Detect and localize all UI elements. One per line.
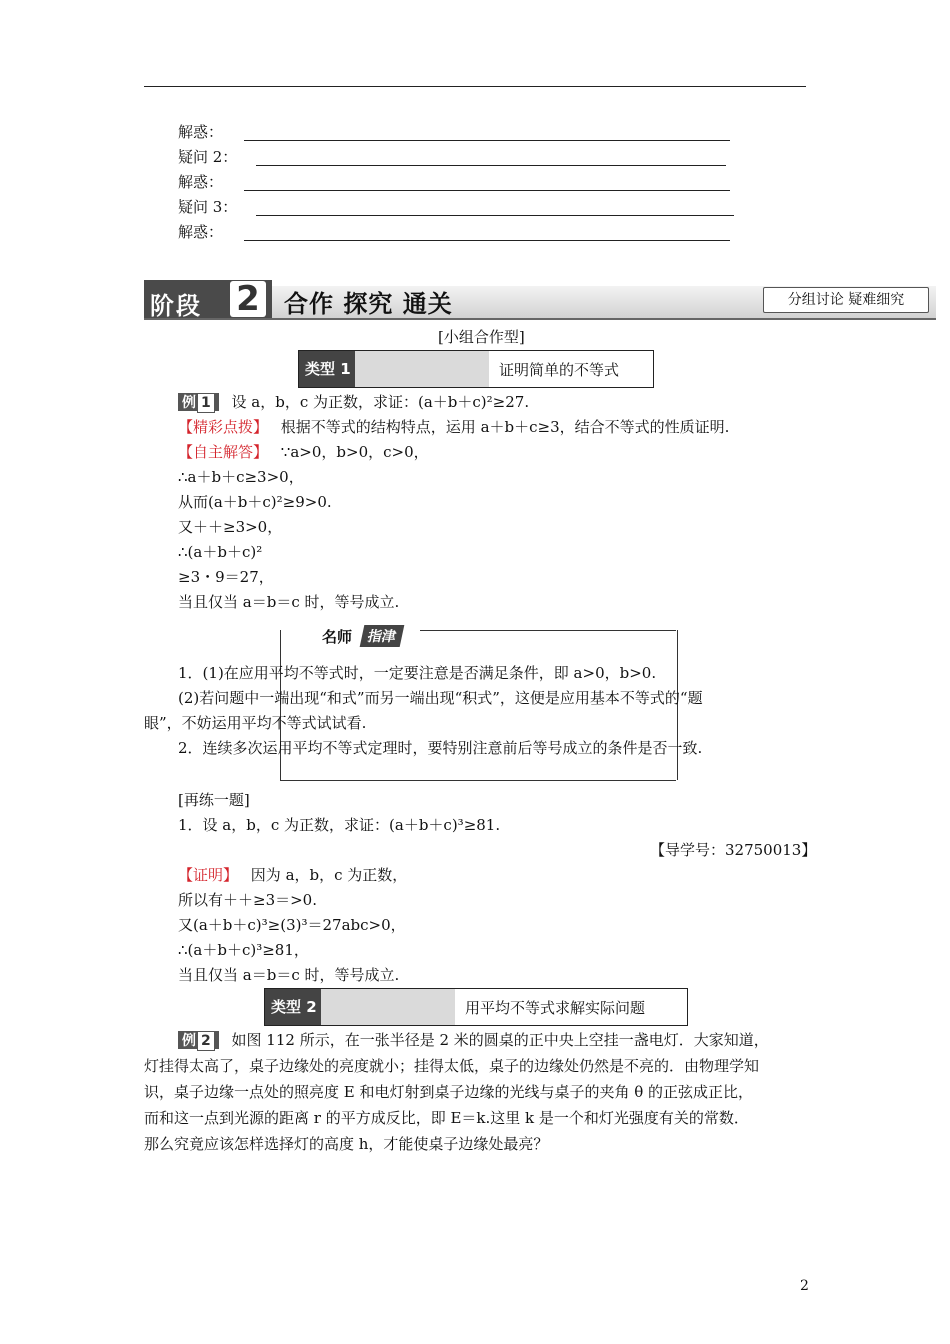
hint-text: 根据不等式的结构特点，运用 a＋b＋c≥3，结合不等式的性质证明. <box>280 418 730 436</box>
type2-box <box>264 988 688 1026</box>
tip-line-1: 1．(1)在应用平均不等式时，一定要注意是否满足条件，即 a>0，b>0. <box>178 664 657 682</box>
guide-number: 【导学号：32750013】 <box>650 841 817 859</box>
intro-label-5: 解惑： <box>178 223 224 241</box>
hint-label: 【精彩点拨】 <box>178 418 269 436</box>
example2-number: 2 <box>197 1031 215 1051</box>
proof-line <box>178 865 407 885</box>
tips-head-a: 名师 <box>322 628 353 646</box>
page-number: 2 <box>800 1278 809 1294</box>
type1-box <box>298 350 654 388</box>
example1-step-2: 从而(a＋b＋c)²≥9>0. <box>178 493 332 511</box>
example1-hint-line <box>178 417 729 437</box>
stage-title: 合作 探究 通关 <box>284 290 453 318</box>
type2-title: 用平均不等式求解实际问题 <box>465 999 646 1017</box>
tips-heading <box>318 624 420 648</box>
tip-line-4: 2．连续多次运用平均不等式定理时，要特别注意前后等号成立的条件是否一致. <box>178 739 703 757</box>
example2-line-5: 那么究竟应该怎样选择灯的高度 h，才能使桌子边缘处最亮？ <box>144 1135 549 1153</box>
example2-line-1 <box>178 1030 769 1050</box>
example1-step-4: ∴(a＋b＋c)² <box>178 543 263 561</box>
stage-number: 2 <box>230 281 266 317</box>
blank-line-1[interactable] <box>244 140 730 141</box>
intro-label-4: 疑问 3： <box>178 198 238 216</box>
proof-label: 【证明】 <box>178 866 239 884</box>
proof-step-4: 当且仅当 a＝b＝c 时，等号成立. <box>178 966 400 984</box>
practice-label: [再练一题] <box>178 791 250 809</box>
example1-step-6: 当且仅当 a＝b＝c 时，等号成立. <box>178 593 400 611</box>
answer-first: ∵a>0，b>0，c>0， <box>280 443 429 461</box>
tips-top-rule <box>420 630 676 631</box>
type1-label-bar <box>299 351 489 387</box>
blank-line-4[interactable] <box>256 215 734 216</box>
example-badge <box>178 393 219 411</box>
type1-title: 证明简单的不等式 <box>499 361 620 379</box>
tips-head-b: 指津 <box>360 625 405 647</box>
blank-line-3[interactable] <box>244 190 730 191</box>
blank-line-2[interactable] <box>256 165 726 166</box>
section-label: [小组合作型] <box>438 328 525 346</box>
example-number: 1 <box>197 393 215 413</box>
proof-first: 因为 a，b，c 为正数， <box>250 866 408 884</box>
example-badge-text: 例 <box>182 395 196 411</box>
example2-line-2: 灯挂得太高了，桌子边缘处的亮度就小；挂得太低，桌子的边缘处仍然是不亮的．由物理学知 <box>144 1057 760 1075</box>
proof-step-3: ∴(a＋b＋c)³≥81， <box>178 941 309 959</box>
type1-label: 类型 1 <box>305 360 351 378</box>
example1-step-5: ≥3・9＝27， <box>178 568 274 586</box>
example2-line-3: 识，桌子边缘一点处的照亮度 E 和电灯射到桌子边缘的光线与桌子的夹角 θ 的正弦成正比， <box>144 1083 754 1101</box>
stage-text: 阶段 <box>150 292 202 320</box>
stage-badge <box>144 280 272 318</box>
answer-label: 【自主解答】 <box>178 443 269 461</box>
example2-line-4: 而和这一点到光源的距离 r 的平方成反比，即 E＝k.这里 k 是一个和灯光强度有关的常数． <box>144 1109 749 1127</box>
tips-bottom-rule <box>280 780 676 781</box>
example1-question-line <box>178 392 529 412</box>
type2-label: 类型 2 <box>271 998 317 1016</box>
type2-label-bar <box>265 989 455 1025</box>
header-rule <box>144 86 806 87</box>
stage-tag: 分组讨论 疑难细究 <box>763 287 929 313</box>
proof-step-2: 又(a＋b＋c)³≥(3)³＝27abc>0， <box>178 916 406 934</box>
blank-line-5[interactable] <box>244 240 730 241</box>
intro-label-2: 疑问 2： <box>178 148 238 166</box>
example2-badge-text: 例 <box>182 1033 196 1049</box>
intro-label-1: 解惑： <box>178 123 224 141</box>
practice-question: 1．设 a，b，c 为正数，求证：(a＋b＋c)³≥81. <box>178 816 501 834</box>
tip-line-3: 眼”，不妨运用平均不等式试试看. <box>144 714 367 732</box>
example1-question: 设 a，b，c 为正数，求证：(a＋b＋c)²≥27. <box>231 393 530 411</box>
example1-answer-line <box>178 442 429 462</box>
tip-line-2: (2)若问题中一端出现“和式”而另一端出现“积式”，这便是应用基本不等式的“题 <box>178 689 703 707</box>
example1-step-1: ∴a＋b＋c≥3>0， <box>178 468 304 486</box>
example2-badge <box>178 1031 219 1049</box>
proof-step-1: 所以有＋＋≥3＝>0. <box>178 891 317 909</box>
example1-step-3: 又＋＋≥3>0， <box>178 518 283 536</box>
example2-text-1: 如图 112 所示，在一张半径是 2 米的圆桌的正中央上空挂一盏电灯．大家知道， <box>231 1031 769 1049</box>
intro-label-3: 解惑： <box>178 173 224 191</box>
